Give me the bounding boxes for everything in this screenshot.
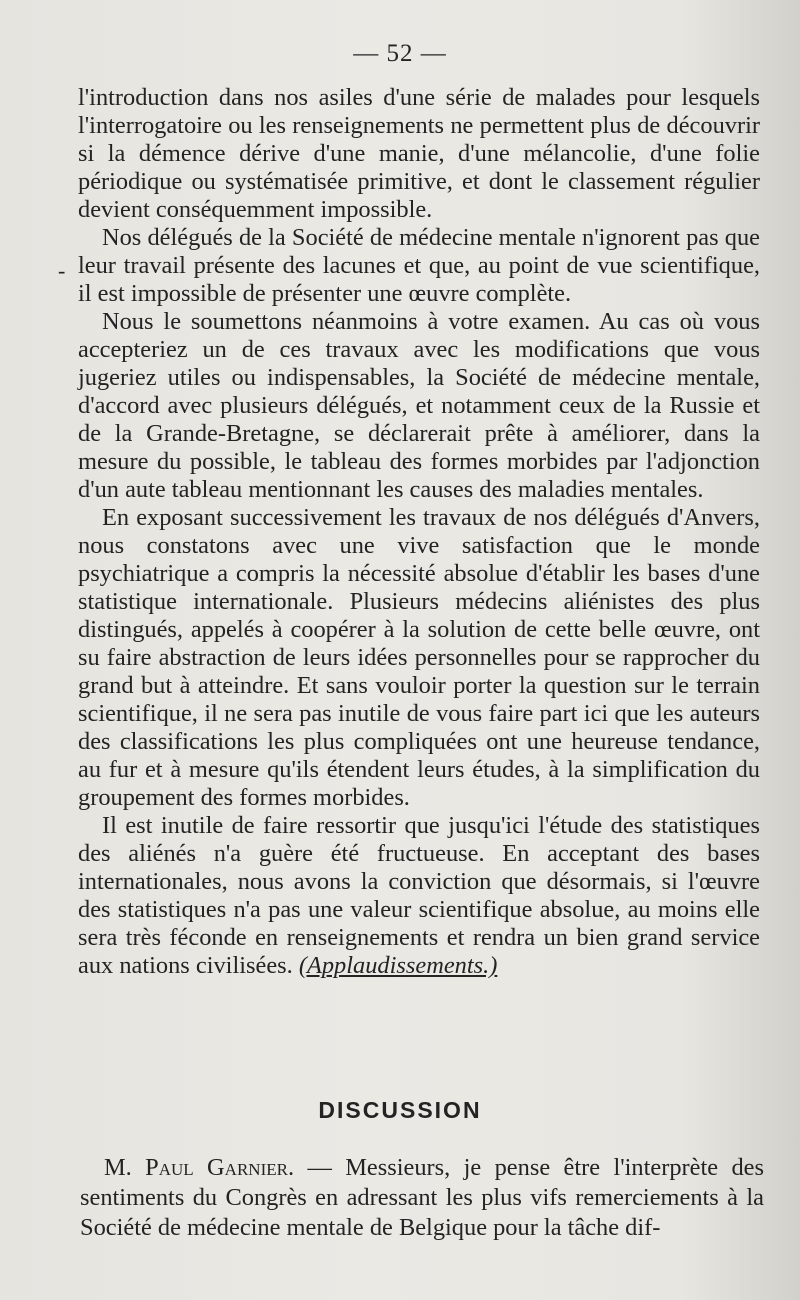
paragraph: En exposant successivement les travaux de nos délégués d'Anvers, nous constatons avec une vive satisfaction que le monde psychiatrique a compris la nécessité absolue d'établir les bases d'une statistique internationale. Plusieurs médecins aliénistes des plus distingués, appelés à coopérer à la solution de cette belle œuvre, ont su faire abstraction de leurs idées personnelles pour se rapprocher du grand but à atteindre. Et sans vouloir porter la question sur le terrain scientifique, il ne sera pas inutile de vous faire part ici que les auteurs des classifications les plus compliquées ont une heureuse tendance, au fur et à mesure qu'ils étendent leurs études, à la simplification du groupement des formes morbides. — [78, 504, 760, 811]
section-heading: DISCUSSION — [318, 1097, 482, 1123]
margin-mark: - — [58, 258, 66, 283]
applause-note: (Applaudissements.) — [298, 952, 498, 979]
paragraph: Nos délégués de la Société de médecine mentale n'ignorent pas que leur travail présente des lacunes et que, au point de vue scientifique, il est impossible de présenter une œuvre complète. — [78, 224, 760, 307]
paragraph-text: Il est inutile de faire ressortir que jusqu'ici l'étude des statistiques des aliénés n'a guère été fructueuse. En acceptant des bases internationales, nous avons la conviction que désormais, si l'œuvre des statistiques n'a pas une valeur scientifique absolue, au moins elle sera très féconde en renseignements et rendra un bien grand service aux nations civilisées. — [78, 812, 760, 979]
discussion-paragraph — [80, 1153, 764, 1243]
paragraph — [78, 812, 760, 980]
page-number: — 52 — — [353, 40, 447, 67]
speech-text: Messieurs, je pense être l'interprète des sentiments du Congrès en adressant les plus vifs remerciements à la Société de médecine mentale de Belgique pour la tâche dif- — [80, 1154, 764, 1241]
paragraph: Nous le soumettons néanmoins à votre examen. Au cas où vous accepteriez un de ces travaux avec les modifications que vous jugeriez utiles ou indispensables, la Société de médecine mentale, d'accord avec plusieurs délégués, et notamment ceux de la Russie et de la Grande-Bretagne, se déclarerait prête à améliorer, dans la mesure du possible, le tableau des formes morbides par l'adjonction d'un aute tableau mentionnant les causes des maladies mentales. — [78, 308, 760, 503]
paragraph: l'introduction dans nos asiles d'une série de malades pour lesquels l'interrogatoire ou les renseignements ne permettent plus de découvrir si la démence dérive d'une manie, d'une mélancolie, d'une folie périodique ou systématisée primitive, et dont le classement régulier devient conséquemment impossible. — [78, 84, 760, 223]
body-text — [78, 84, 760, 980]
speaker-dash: — — [307, 1154, 332, 1181]
discussion-text — [80, 1153, 764, 1243]
speaker-name: M. Paul Garnier. — [104, 1154, 295, 1181]
